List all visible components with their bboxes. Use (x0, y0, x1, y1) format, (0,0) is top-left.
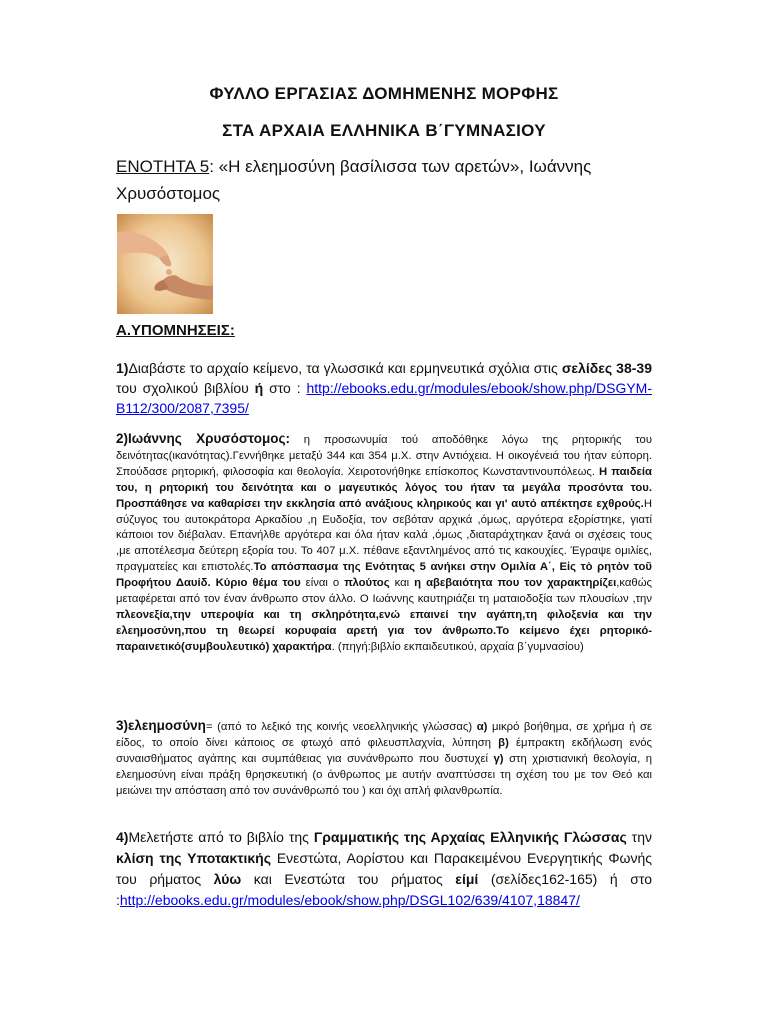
item-3-marker-a: α) (476, 721, 488, 733)
item-1-or: ή (254, 380, 264, 396)
item-4-text-4: και Ενεστώτα του ρήματος (241, 871, 456, 887)
item-2-bold-5: πλεονεξία,την υπεροψία και τη σκληρότητα,ενώ επαινεί την αγάπη,τη φιλοξενία και την ελεημοσύνη,που τη θεωρεί κορυφαία αρετή για τον άνθρωπο.Το κείμενο έχει ρητορικό-παραινετικό(συμβουλευτικό) χαρακτήρα (116, 608, 652, 653)
item-2-text-5: ,καθώς μεταφέρεται από τον έναν άνθρωπο στον άλλο. Ο Ιωάννης καυτηριάζει τη ματαιοδοξία των πλουσίων ,την (116, 577, 652, 606)
item-2-lead: 2)Ιωάννης Χρυσόστομος: (116, 431, 290, 446)
item-2-text-1: η προσωνυμία τού αποδόθηκε λόγω της ρητορικής του δεινότητας(ικανότητας).Γεννήθηκε μεταξύ 344 και 354 μ.Χ. στην Αντιόχεια. Η οικογένειά του ήταν εύπορη. Σπούδασε ρητορική, φιλοσοφία και θεολογία. Χειροτονήθηκε επίσκοπος Κωνσταντινουπόλεως. (116, 434, 652, 478)
item-4-text-5: (σελίδες162-165) ή στο : (116, 871, 652, 908)
item-4-number: 4) (116, 829, 129, 845)
unit-label: ΕΝΟΤΗΤΑ 5 (116, 157, 210, 176)
item-2-text-4: και (389, 577, 415, 590)
item-2-bold-4: η αβεβαιότητα που τον χαρακτηρίζει (414, 577, 617, 590)
item-3-marker-c: γ) (493, 753, 504, 765)
unit-title: : «Η ελεημοσύνη βασίλισσα των αρετών», Ιωάννης Χρυσόστομος (116, 157, 592, 203)
hands-illustration (117, 214, 213, 314)
item-2-text-6: . (πηγή:βιβλίο εκπαιδευτικού, αρχαία β΄γυμνασίου) (331, 640, 584, 653)
item-1-ebook-link[interactable]: http://ebooks.edu.gr/modules/ebook/show.php/DSGYM-B112/300/2087,7395/ (116, 380, 652, 416)
section-a-heading: Α.ΥΠΟΜΝΗΣΕΙΣ: (116, 322, 235, 339)
item-4-text-2: την (626, 829, 652, 845)
item-3-text-2: μικρό βοήθημα, σε χρήμα ή σε είδος, το οποίο δίνει κάποιος σε φτωχό από φιλευσπλαχνία, λύπηση (116, 721, 652, 749)
item-1-text-2: του σχολικού βιβλίου (116, 380, 255, 396)
title-line-1: ΦΥΛΛΟ ΕΡΓΑΣΙΑΣ ΔΟΜΗΜΕΝΗΣ ΜΟΡΦΗΣ (209, 84, 559, 103)
item-4-bold-2: κλίση της Υποτακτικής (116, 850, 271, 866)
item-1-paragraph (116, 358, 652, 418)
item-4-ebook-link[interactable]: http://ebooks.edu.gr/modules/ebook/show.php/DSGL102/639/4107,18847/ (119, 892, 580, 908)
item-3-text-3: έμπρακτη εκδήλωση ενός συναισθήματος αγάπης και συμπάθειας για συνάνθρωπο που δυστυχεί (116, 737, 652, 765)
item-3-marker-b: β) (498, 737, 509, 749)
item-4-bold-4: είμί (455, 871, 479, 887)
item-4-paragraph (116, 827, 652, 911)
item-3-paragraph (116, 718, 652, 799)
item-1-text: Διαβάστε το αρχαίο κείμενο, τα γλωσσικά και ερμηνευτικά σχόλια στις (128, 360, 562, 376)
item-4-bold-1: Γραμματικής της Αρχαίας Ελληνικής Γλώσσας (313, 829, 627, 845)
item-2-bold-2: Το απόσπασμα της Ενότητας 5 ανήκει στην Ομιλία Α΄, Εἰς τὸ ρητὸν τοῦ Προφήτου Δαυίδ. Κύριο θέμα του (116, 561, 652, 590)
item-1-text-3: στο : (263, 380, 307, 396)
item-4-text-1: Μελετήστε από το βιβλίο της (128, 829, 314, 845)
item-3-text-1: = (από το λεξικό της κοινής νεοελληνικής γλώσσας) (205, 721, 477, 733)
item-1-number: 1) (116, 360, 129, 376)
item-3-lead: 3)ελεημοσύνη (116, 718, 206, 733)
item-2-text-3: είναι ο (300, 577, 345, 590)
item-4-bold-3: λύω (213, 871, 242, 887)
unit-heading (116, 153, 656, 207)
item-2-bold-1: Η παιδεία του, η ρητορική του δεινότητα και ο μαγευτικός λόγος του ήταν τα μεγάλα προσόντα του. Προσπάθησε να καθαρίσει την εκκλησία από ανάξιους κληρικούς και γι' αυτό απέκτησε εχθρούς. (116, 465, 652, 510)
item-1-pages: σελίδες 38-39 (561, 360, 652, 376)
item-2-text-2: Η σύζυγος του αυτοκράτορα Αρκαδίου ,η Ευδοξία, τον σεβόταν αρχικά ,όμως, αργότερα εξορίστηκε, γιατί κάποιοι τον διέβαλαν. Επανήλθε αργότερα και όλα ήταν καλά ,όμως ,διαταράχτηκαν ξανά οι σχέσεις τους ,με αποτέλεσμα δεύτερη εξορία του. Το 407 μ.Χ. πέθανε εξαντλημένος από τις κακουχίες. Έγραψε ομιλίες, πραγματείες και επιστολές. (116, 497, 652, 574)
hands-almsgiving-photo (117, 214, 213, 314)
item-4-text-3: Ενεστώτα, Αορίστου και Παρακειμένου Ενεργητικής Φωνής του ρήματος (116, 850, 652, 887)
item-2-paragraph (116, 431, 652, 656)
item-2-bold-3: πλούτος (344, 577, 390, 590)
title-line-2: ΣΤΑ ΑΡΧΑΙΑ ΕΛΛΗΝΙΚΑ Β΄ΓΥΜΝΑΣΙΟΥ (222, 121, 546, 140)
item-3-text-4: στη χριστιανική θεολογία, η ελεημοσύνη είναι πράξη θρησκευτική (ο άνθρωπος με αυτήν αναπτύσσει τη σχέση του με τον Θεό και μειώνει την απόσταση από τον συνάνθρωπό του ) και όχι απλή φιλανθρωπία. (116, 753, 652, 797)
